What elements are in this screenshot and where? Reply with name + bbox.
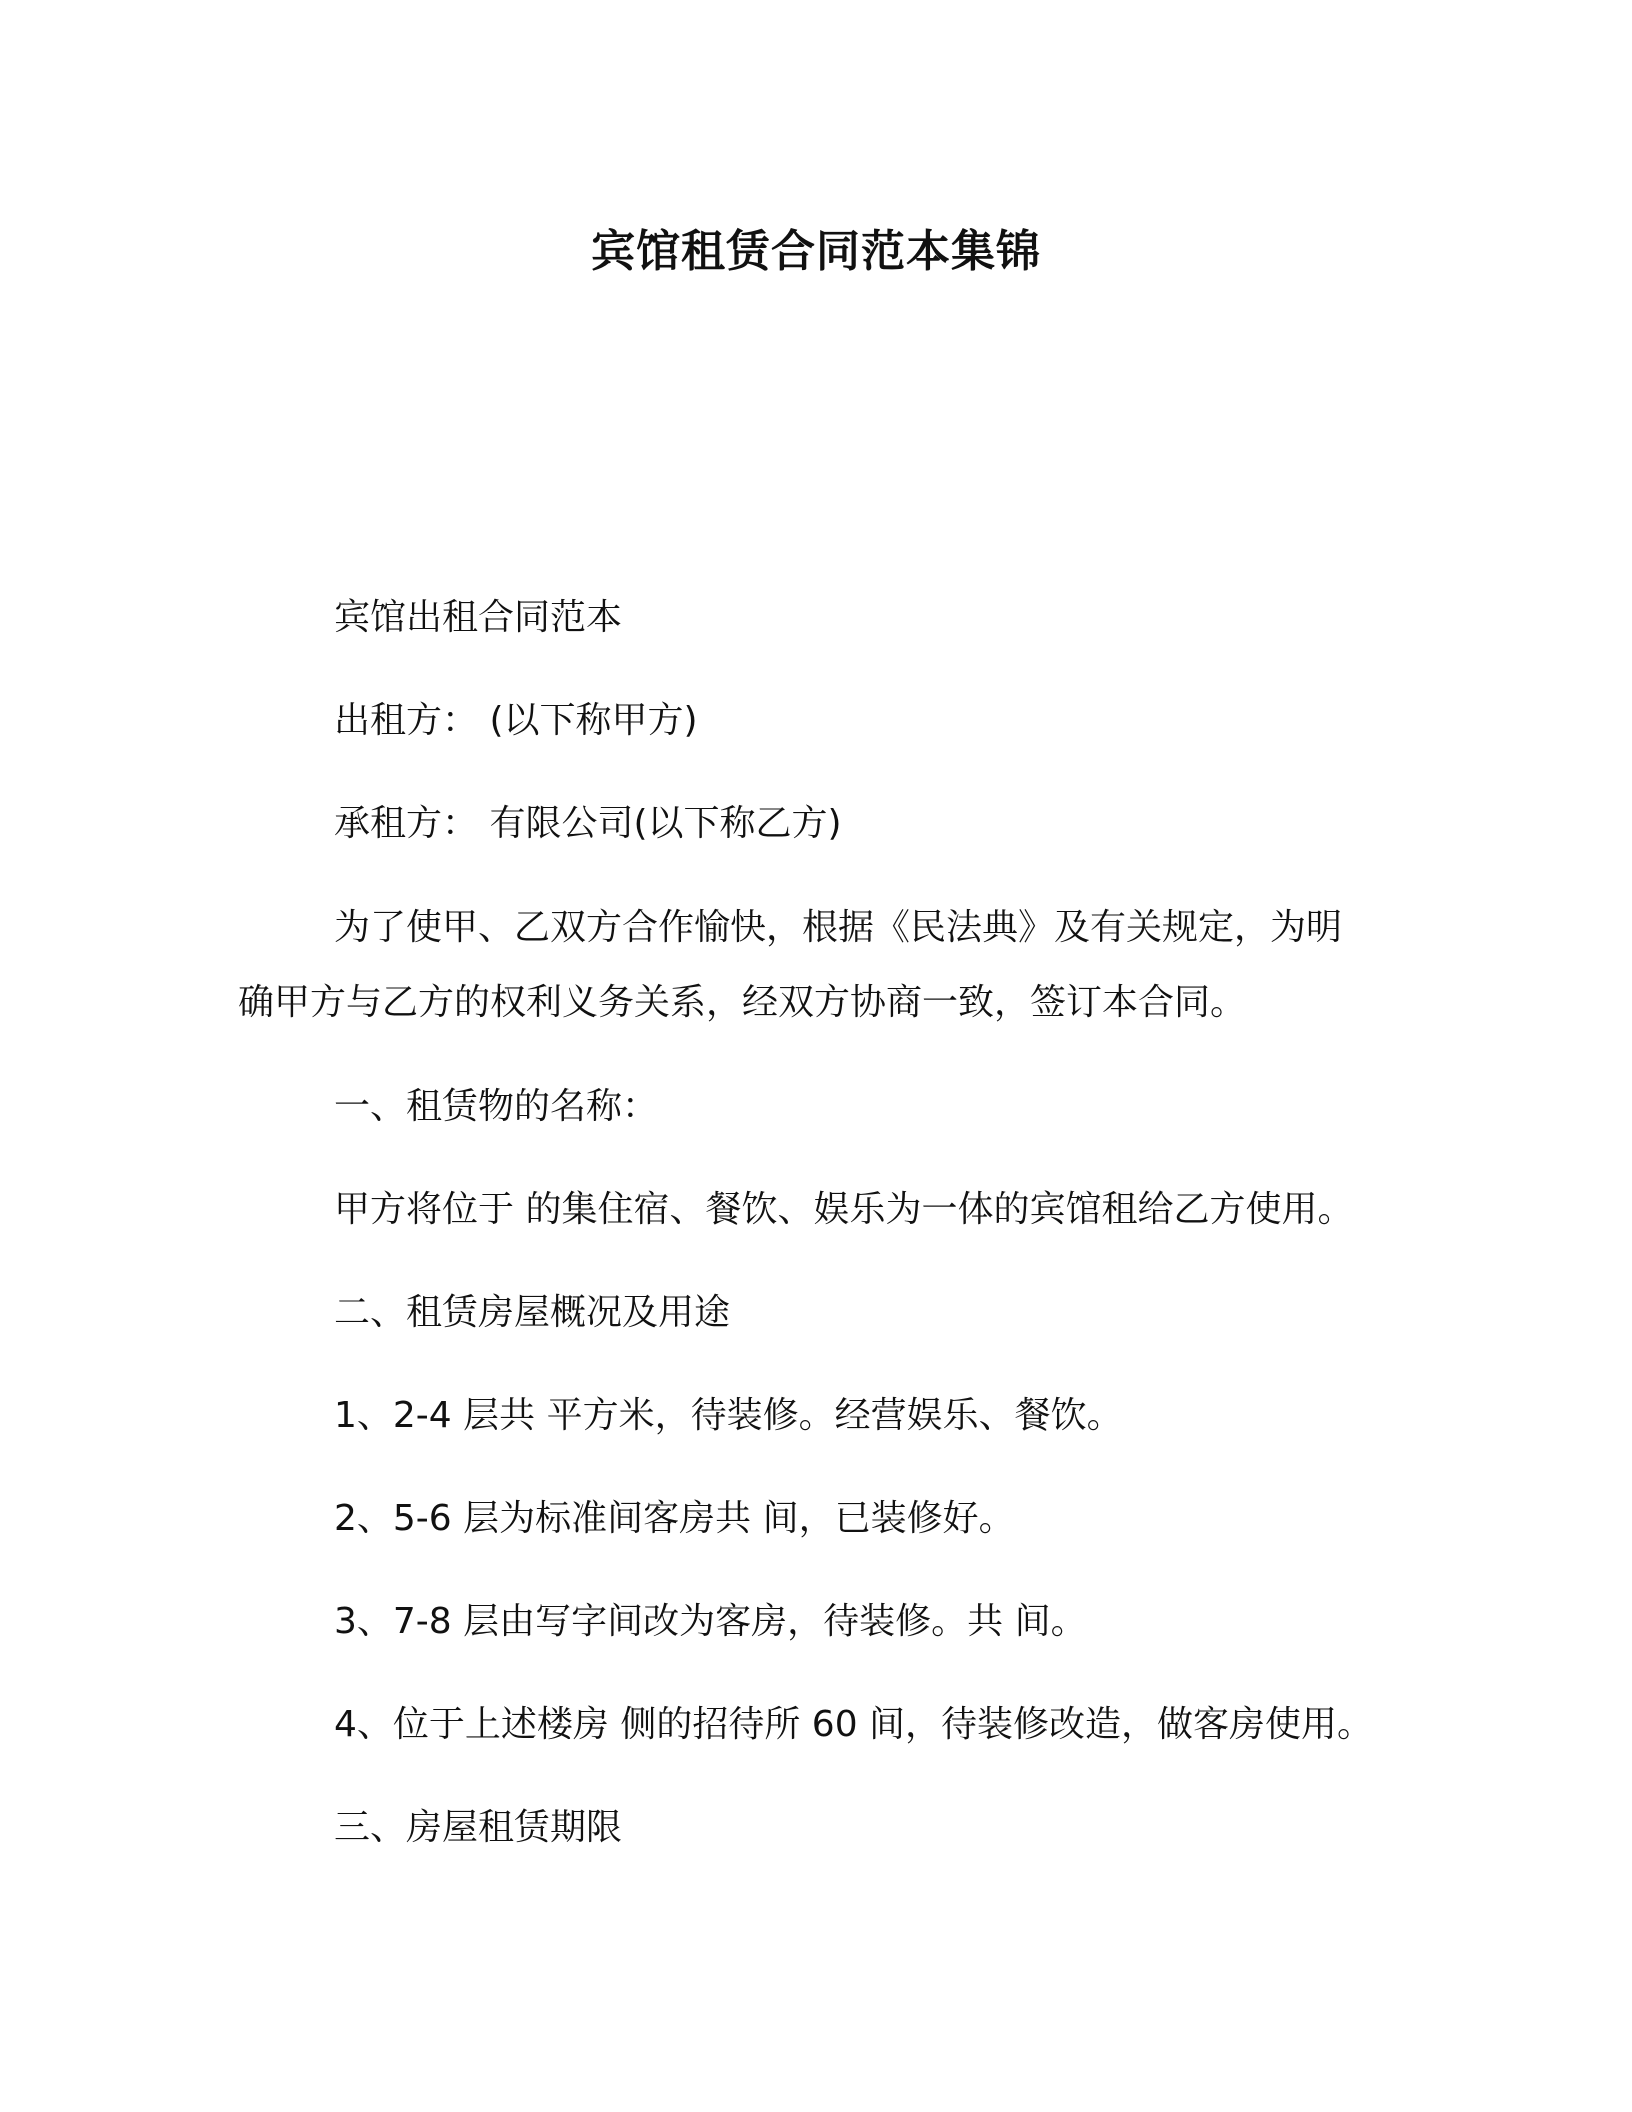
section-1-title: 一、租赁物的名称： (334, 1086, 659, 1127)
section-2-item: 2、5-6 层为标准间客房共 间，已装修好。 (334, 1498, 1015, 1539)
preamble-line-2: 确甲方与乙方的权利义务关系，经双方协商一致，签订本合同。 (238, 982, 1247, 1023)
lessee-line: 承租方： 有限公司(以下称乙方) (334, 803, 842, 844)
section-1-body: 甲方将位于 的集住宿、餐饮、娱乐为一体的宾馆租给乙方使用。 (334, 1189, 1354, 1230)
section-2-item: 3、7-8 层由写字间改为客房，待装修。共 间。 (334, 1601, 1087, 1642)
contract-heading: 宾馆出租合同范本 (334, 597, 623, 638)
section-2-item: 1、2-4 层共 平方米，待装修。经营娱乐、餐饮。 (334, 1395, 1123, 1436)
document-title: 宾馆租赁合同范本集锦 (591, 226, 1041, 277)
lessor-line: 出租方： (以下称甲方) (334, 700, 698, 741)
section-2-title: 二、租赁房屋概况及用途 (334, 1292, 731, 1333)
section-3-title: 三、房屋租赁期限 (334, 1807, 623, 1848)
section-2-item: 4、位于上述楼房 侧的招待所 60 间，待装修改造，做客房使用。 (334, 1704, 1374, 1745)
preamble-line-1: 为了使甲、乙双方合作愉快，根据《民法典》及有关规定，为明 (334, 907, 1343, 948)
